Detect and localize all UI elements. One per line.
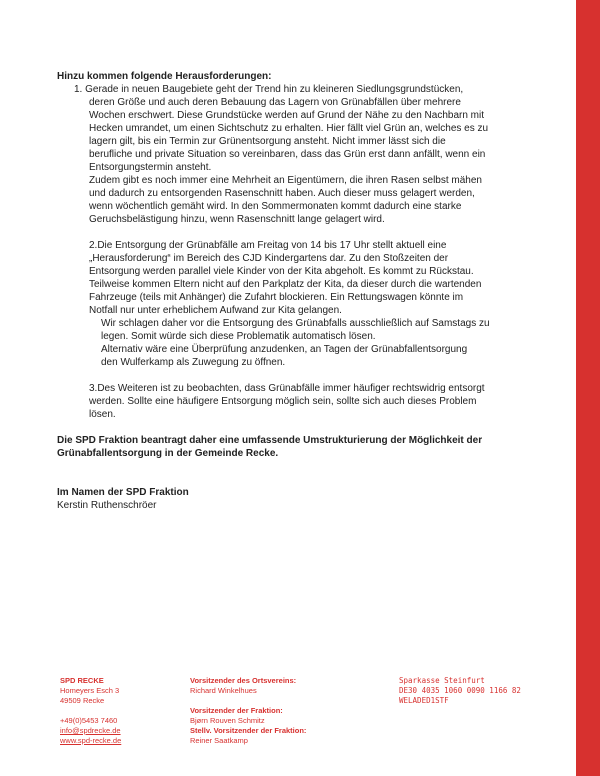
motion-text <box>57 434 509 460</box>
text-line: berufliche und private Situation so vereinbaren, dass das Grün erst dann anfällt, wenn ein <box>89 149 486 160</box>
email-link[interactable]: info@spdrecke.de <box>60 726 121 735</box>
signer-name: Kerstin Ruthenschröer <box>57 500 157 511</box>
text-line: 3.Des Weiteren ist zu beobachten, dass Grünabfälle immer häufiger rechtswidrig entsorgt <box>89 383 485 394</box>
text-line: Die SPD Fraktion beantragt daher eine umfassende Umstrukturierung der Möglichkeit der <box>57 435 483 446</box>
footer-bank <box>399 676 521 706</box>
text-line: lösen. <box>89 409 116 420</box>
chair-label: Vorsitzender des Ortsvereins: <box>190 676 297 685</box>
org-name: SPD RECKE <box>60 676 104 685</box>
text-line: werden. Sollte eine häufigere Entsorgung möglich sein, sollte sich auch dieses Problem <box>89 396 477 407</box>
text-line: „Herausforderung“ im Bereich des CJD Kindergartens dar. Zu den Stoßzeiten der <box>89 253 449 264</box>
point-2 <box>57 239 509 317</box>
text-line: Wir schlagen daher vor die Entsorgung des Grünabfalls ausschließlich auf Samstags zu <box>101 318 490 329</box>
phone: +49(0)5453 7460 <box>60 716 118 725</box>
signoff: Im Namen der SPD Fraktion <box>57 487 189 498</box>
text-line: 2.Die Entsorgung der Grünabfälle am Freitag von 14 bis 17 Uhr stellt aktuell eine <box>89 240 447 251</box>
text-line: Entsorgung werden parallel viele Kinder von der Kita abgeholt. Es kommt zu Rückstau. <box>89 266 474 277</box>
bic: WELADED1STF <box>399 696 449 705</box>
chair-name: Richard Winkelhues <box>190 686 257 695</box>
text-line: Teilweise kommen Eltern nicht auf den Parkplatz der Kita, da dieser durch die wartenden <box>89 279 482 290</box>
website-link[interactable]: www.spd-recke.de <box>60 736 122 745</box>
iban: DE30 4035 1060 0090 1166 82 <box>399 686 521 695</box>
text-line: und dadurch zu entsorgenden Rasenschnitt haben. Auch dieser muss gelagert werden, <box>89 188 475 199</box>
text-line: Fahrzeuge (teils mit Anhänger) die Zufahrt blockieren. Ein Rettungswagen könnte im <box>89 292 464 303</box>
text-line: legen. Somit würde sich diese Problematik automatisch lösen. <box>101 331 376 342</box>
red-side-bar <box>576 0 600 776</box>
faction-chair-label: Vorsitzender der Fraktion: <box>190 706 283 715</box>
faction-chair-name: Bjørn Rouven Schmitz <box>190 716 265 725</box>
street: Homeyers Esch 3 <box>60 686 120 695</box>
text-line: Hecken umrandet, um einen Sichtschutz zu erhalten. Hier fällt viel Grün an, welches es zu <box>89 123 489 134</box>
text-line: Geruchsbelästigung hinzu, wenn Rasenschnitt lange gelagert wird. <box>89 214 385 225</box>
city: 49509 Recke <box>60 696 105 705</box>
point-3 <box>57 382 509 421</box>
text-line: Zudem gibt es noch immer eine Mehrheit an Eigentümern, die ihren Rasen selbst mähen <box>89 175 482 186</box>
text-line: Entsorgungstermin ansteht. <box>89 162 212 173</box>
text-line: Alternativ wäre eine Überprüfung anzudenken, an Tagen der Grünabfallentsorgung <box>101 344 468 355</box>
text-line: den Wulferkamp als Zuwegung zu öffnen. <box>101 357 286 368</box>
deputy-label: Stellv. Vorsitzender der Fraktion: <box>190 726 307 735</box>
signature-block <box>57 486 509 512</box>
text-line: Grünabfallentsorgung in der Gemeinde Recke. <box>57 448 279 459</box>
deputy-name: Reiner Saatkamp <box>190 736 248 745</box>
text-line: Notfall nur unter erheblichem Aufwand zur Kita gelangen. <box>89 305 342 316</box>
point-2-proposal <box>57 317 509 369</box>
text-line: Wochen erschwert. Diese Grundstücke werden auf Grund der Nähe zu den Nachbarn mit <box>89 110 485 121</box>
text-line: lagern gilt, bis ein Termin zur Grünentsorgung ansteht. Nicht immer lässt sich die <box>89 136 446 147</box>
text-line: wenn wöchentlich gemäht wird. In den Sommermonaten kommt dadurch eine starke <box>89 201 462 212</box>
text-line: deren Größe und auch deren Bebauung das Lagern von Grünabfällen über mehrere <box>89 97 461 108</box>
section-heading: Hinzu kommen folgende Herausforderungen: <box>57 71 272 82</box>
footer-address <box>60 676 121 746</box>
footer-officers <box>190 676 306 746</box>
bank-name: Sparkasse Steinfurt <box>399 676 485 685</box>
point-1-body <box>57 96 509 226</box>
point-1 <box>57 83 509 96</box>
letter-body <box>57 70 509 512</box>
text-line: 1. Gerade in neuen Baugebiete geht der Trend hin zu kleineren Siedlungsgrundstücken, <box>74 84 464 95</box>
